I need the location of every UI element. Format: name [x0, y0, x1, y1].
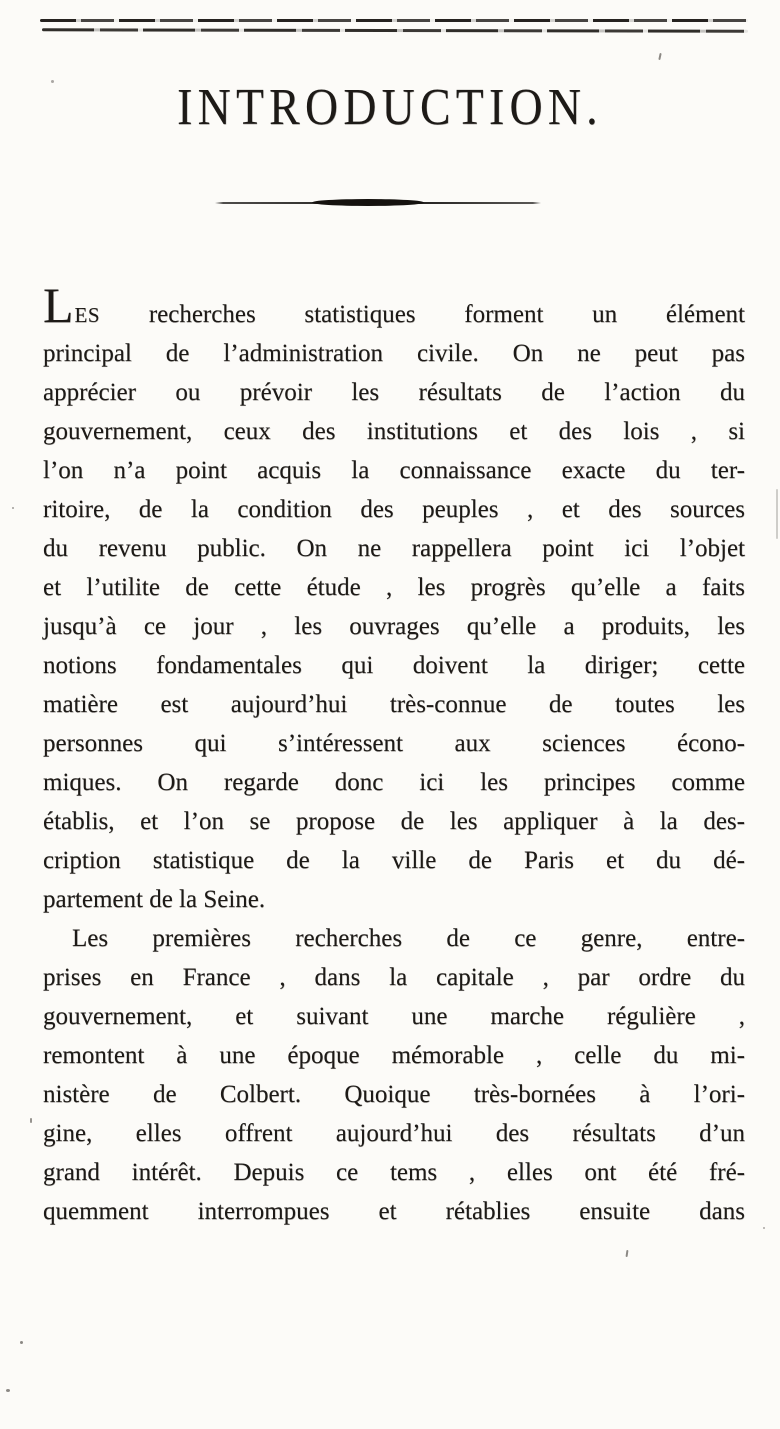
ink-speck	[30, 1118, 32, 1123]
ink-speck	[12, 507, 14, 509]
body-text	[43, 277, 746, 1231]
swelled-rule-divider	[215, 196, 541, 210]
text-line: remontent à une époque mémorable , celle du mi-	[43, 1042, 745, 1069]
text-line: notions fondamentales qui doivent la diriger; cette	[43, 652, 745, 679]
initial-capital: L	[43, 277, 75, 333]
text-line: apprécier ou prévoir les résultats de l’action du	[43, 379, 745, 406]
text-line-rest: recherches statistiques forment un élément	[148, 301, 746, 328]
divider-lens	[312, 199, 424, 206]
top-double-rule-lower	[42, 28, 748, 32]
text-line: principal de l’administration civile. On ne peut pas	[43, 340, 745, 367]
text-line	[43, 277, 746, 334]
ink-speck	[626, 1250, 629, 1257]
text-line: prises en France , dans la capitale , par ordre du	[43, 964, 745, 991]
ink-speck	[6, 1389, 10, 1392]
ink-speck	[51, 80, 54, 83]
text-line: gine, elles offrent aujourd’hui des résultats d’un	[43, 1120, 745, 1147]
text-line: jusqu’à ce jour , les ouvrages qu’elle a produits, les	[43, 613, 745, 640]
text-line: ritoire, de la condition des peuples , et des sources	[43, 496, 745, 523]
text-line: du revenu public. On ne rappellera point ici l’objet	[43, 535, 745, 562]
text-line: cription statistique de la ville de Paris et du dé-	[43, 847, 745, 874]
ink-speck	[658, 53, 661, 60]
text-line: nistère de Colbert. Quoique très-bornées à l’ori-	[43, 1081, 745, 1108]
text-line: grand intérêt. Depuis ce tems , elles ont été fré-	[43, 1159, 745, 1186]
text-line: et l’utilite de cette étude , les progrès qu’elle a faits	[43, 574, 745, 601]
text-line-paragraph-start: Les premières recherches de ce genre, entre-	[72, 925, 745, 952]
top-double-rule-upper	[40, 19, 748, 22]
text-line: miques. On regarde donc ici les principes comme	[43, 769, 745, 796]
text-line: établis, et l’on se propose de les appliquer à la des-	[43, 808, 745, 835]
text-line: gouvernement, et suivant une marche régulière ,	[43, 1003, 745, 1030]
text-line-paragraph-end: partement de la Seine.	[43, 886, 266, 913]
ink-speck	[20, 1341, 23, 1344]
text-line: matière est aujourd’hui très-connue de toutes les	[43, 691, 745, 718]
text-line: quemment interrompues et rétablies ensuite dans	[43, 1198, 745, 1225]
text-line: gouvernement, ceux des institutions et des lois , si	[43, 418, 745, 445]
text-line: l’on n’a point acquis la connaissance exacte du ter-	[43, 457, 745, 484]
small-caps-lead: ES	[74, 303, 101, 327]
page-title: INTRODUCTION.	[177, 79, 603, 136]
text-line: personnes qui s’intéressent aux sciences écono-	[43, 730, 745, 757]
scan-edge-smudge	[776, 489, 778, 539]
ink-speck	[763, 1227, 765, 1229]
